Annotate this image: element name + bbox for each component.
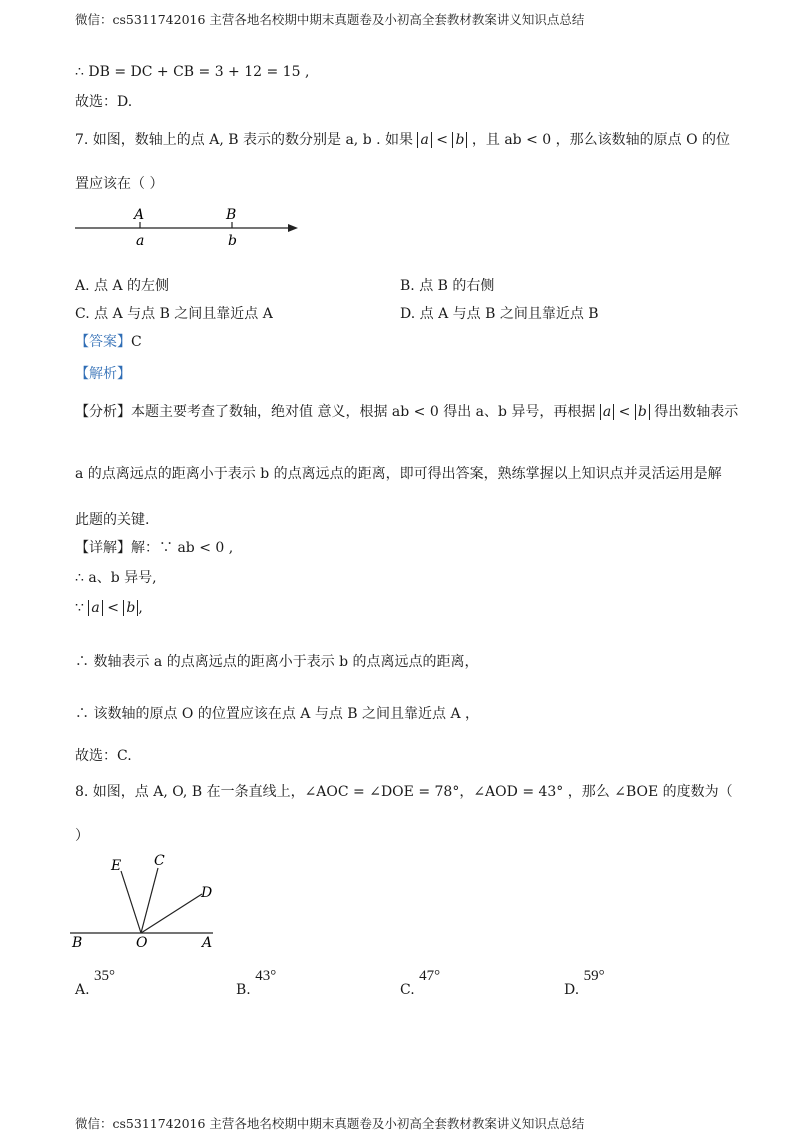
- detail-line3: [75, 598, 143, 618]
- point-A-label-q8: A: [202, 935, 213, 950]
- q7-option-c: C. 点 A 与点 B 之间且靠近点 A: [75, 306, 273, 322]
- ray-C-label: C: [154, 853, 165, 869]
- q8-option-b-letter: B.: [236, 982, 251, 998]
- number-line-figure: [70, 200, 310, 252]
- detail-abs-b: b: [123, 600, 138, 616]
- answer-tag: 【答案】: [75, 334, 131, 350]
- detail-line6: 故选：C.: [75, 748, 132, 764]
- answer-value: C: [131, 334, 142, 350]
- detail-comma: ,: [138, 600, 143, 616]
- angle-figure: [65, 848, 225, 950]
- page-header: 微信：cs5311742016 主营各地名校期中期末真题卷及小初高全套教材教案讲义知识点总结: [75, 12, 585, 27]
- point-A-label: A: [134, 207, 145, 223]
- value-a-label: a: [136, 233, 145, 249]
- q8-stem-line2: ）: [75, 828, 89, 844]
- detail-line5: ∴ 该数轴的原点 O 的位置应该在点 A 与点 B 之间且靠近点 A ，: [75, 706, 480, 722]
- q8-option-c: [400, 968, 441, 998]
- detail-because: ∵: [75, 600, 84, 616]
- q8-option-d-letter: D.: [564, 982, 580, 998]
- analysis-line3: 此题的关键.: [75, 512, 150, 528]
- q7-stem-part2: ，且 ab < 0 ，那么该数轴的原点 O 的位: [471, 132, 731, 148]
- analysis-abs-b: b: [635, 404, 650, 420]
- q7-option-a: A. 点 A 的左侧: [75, 278, 170, 294]
- analysis-lt: <: [618, 404, 631, 420]
- q7-answer: [75, 332, 142, 352]
- q7-option-d: D. 点 A 与点 B 之间且靠近点 B: [400, 306, 599, 322]
- q8-option-c-value: 47°: [419, 968, 441, 984]
- detail-abs-a: a: [88, 600, 102, 616]
- q8-option-c-letter: C.: [400, 982, 415, 998]
- point-O-label: O: [136, 935, 148, 950]
- q7-stem-line1: [75, 130, 730, 150]
- page-footer: 微信：cs5311742016 主营各地名校期中期末真题卷及小初高全套教材教案讲义知识点总结: [75, 1116, 585, 1131]
- q7-stem-part1: 7. 如图，数轴上的点 A, B 表示的数分别是 a, b . 如果: [75, 132, 414, 148]
- detail-line4: ∴ 数轴表示 a 的点离远点的距离小于表示 b 的点离远点的距离，: [75, 654, 479, 670]
- detail-line2: ∴ a、b 异号,: [75, 570, 157, 586]
- analysis-abs-a: a: [600, 404, 614, 420]
- q7-stem-line2: 置应该在（ ）: [75, 176, 164, 192]
- q7-option-b: B. 点 B 的右侧: [400, 278, 495, 294]
- q7-abs-b: b: [452, 132, 467, 148]
- previous-answer: 故选：D.: [75, 94, 133, 110]
- value-b-label: b: [228, 233, 237, 249]
- q8-option-a: [75, 968, 116, 998]
- point-B-label-q8: B: [72, 935, 83, 950]
- analysis-part2: 得出数轴表示: [654, 404, 739, 420]
- q8-option-a-letter: A.: [75, 982, 90, 998]
- previous-equation: ∴ DB = DC + CB = 3 + 12 = 15 ,: [75, 64, 310, 80]
- analysis-line1: [75, 402, 738, 422]
- ray-E-label: E: [111, 858, 122, 874]
- q8-option-a-value: 35°: [94, 968, 116, 984]
- q7-lt: <: [436, 132, 449, 148]
- analysis-part1: 【分析】本题主要考查了数轴，绝对值 意义，根据 ab < 0 得出 a、b 异号，再根据: [75, 404, 596, 420]
- q7-abs-a: a: [417, 132, 431, 148]
- detail-line1: 【详解】解：∵ ab < 0 ,: [75, 540, 234, 556]
- q8-option-d: [564, 968, 605, 998]
- analysis-tag: 【解析】: [75, 366, 131, 382]
- detail-lt: <: [107, 600, 119, 616]
- point-B-label: B: [226, 207, 237, 223]
- q8-option-b: [236, 968, 277, 998]
- q8-option-b-value: 43°: [255, 968, 277, 984]
- analysis-line2: a 的点离远点的距离小于表示 b 的点离远点的距离，即可得出答案，熟练掌握以上知识点并灵活运用是解: [75, 466, 722, 482]
- q8-option-d-value: 59°: [583, 968, 605, 984]
- q8-stem-line1: 8. 如图，点 A, O, B 在一条直线上，∠AOC = ∠DOE = 78°，∠AOD = 43° ，那么 ∠BOE 的度数为（: [75, 784, 733, 800]
- ray-D-label: D: [201, 885, 213, 901]
